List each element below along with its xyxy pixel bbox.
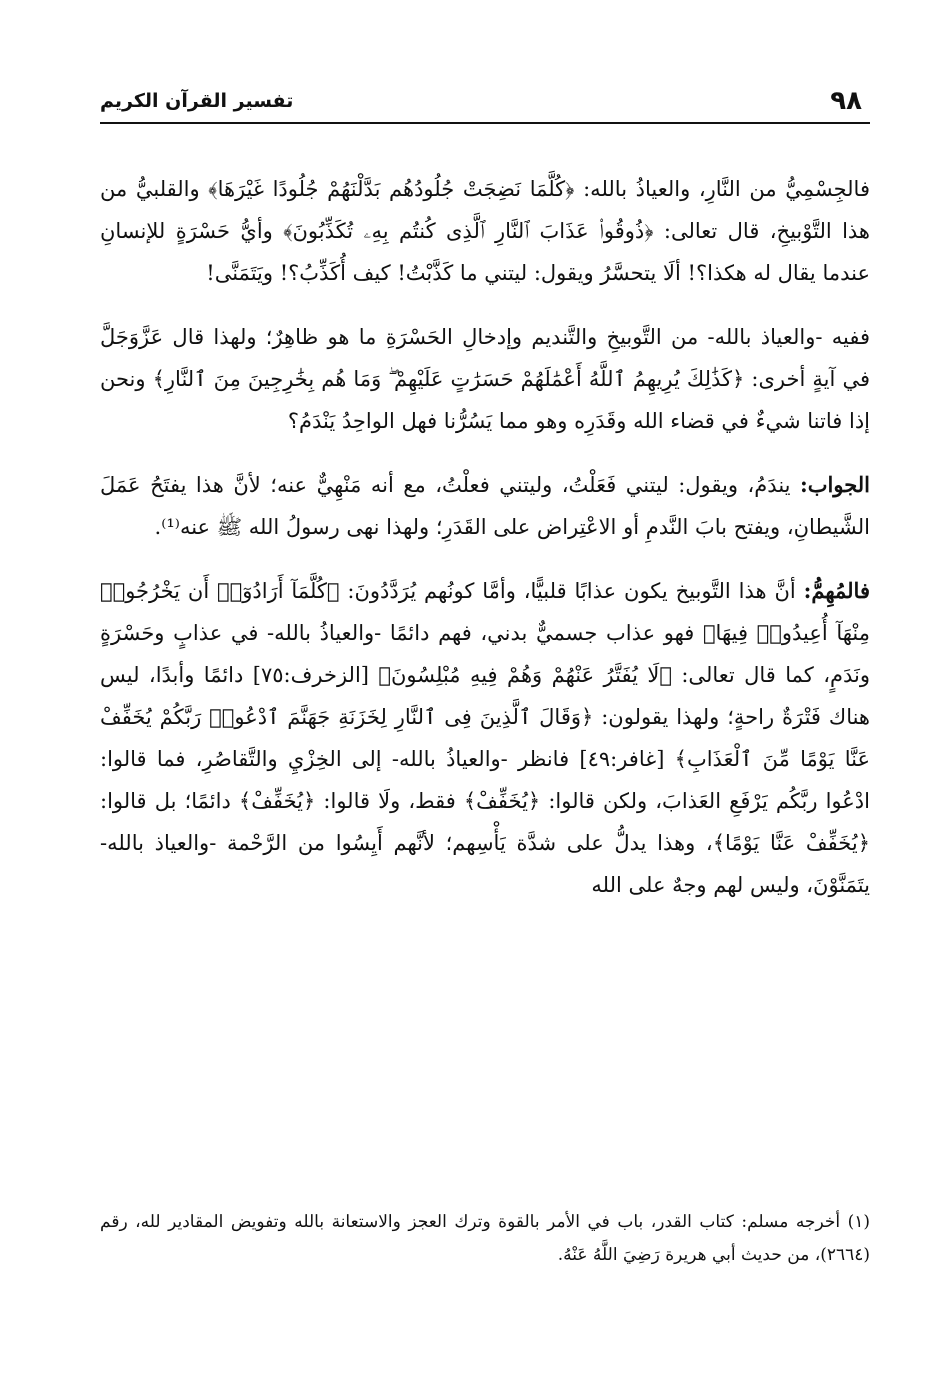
paragraph [100, 570, 870, 906]
paragraph [100, 316, 870, 442]
page-header [100, 86, 870, 124]
footnote: (١) أخرجه مسلم: كتاب القدر، باب في الأمر بالقوة وترك العجز والاستعانة بالله وتفويض المقادير لله، رقم (٢٦٦٤)، من حديث أبي هريرة رَضِيَ اللَّهُ عَنْهُ. [100, 1212, 870, 1265]
paragraph-text: فالجِسْمِيُّ من النَّارِ، والعياذُ بالله: ﴿كُلَّمَا نَضِجَتْ جُلُودُهُم بَدَّلْنَهُمْ جُلُودًا غَيْرَهَا﴾ والقلبيُّ من هذا التَّوْبيخِ، قال تعالى: ﴿ذُوقُوا۟ عَذَابَ ٱلنَّارِ ٱلَّذِى كُنتُم بِهِۦ تُكَذِّبُونَ﴾ وأيُّ حَسْرَةٍ للإنسانِ عندما يقال له هكذا؟! ألَا يتحسَّرُ ويقول: ليتني ما كَذَّبْتُ! كيف أُكَذِّبُ؟! ويَتَمَنَّى! [100, 177, 870, 285]
paragraph-text: ففيه -والعياذ بالله- من التَّوبيخِ والتَّنديم وإدخالِ الحَسْرَةِ ما هو ظاهِرٌ؛ ولهذا قال عَزَّوَجَلَّ في آيةٍ أخرى: ﴿كَذَٰلِكَ يُرِيهِمُ ٱللَّهُ أَعْمَٰلَهُمْ حَسَرَٰتٍ عَلَيْهِمْ ۖ وَمَا هُم بِخَٰرِجِينَ مِنَ ٱلنَّارِ﴾ ونحن إذا فاتنا شيءٌ في قضاء الله وقَدَرِه وهو مما يَسُرُّنا فهل الواحِدُ يَنْدَمُ؟ [100, 325, 870, 433]
paragraph [100, 168, 870, 294]
paragraph-lead: الجواب: [800, 472, 870, 497]
paragraph-text: يندَمُ، ويقول: ليتني فَعَلْتُ، وليتني فعلْتُ، مع أنه مَنْهِيٌّ عنه؛ لأنَّ هذا يفتَحُ عَمَلَ الشَّيطانِ، ويفتح بابَ النَّدمِ أو الاعْتِراض على القَدَرِ؛ ولهذا نهى رسولُ الله ﷺ عنه⁽¹⁾. [100, 473, 870, 539]
page-number: ٩٨ [830, 86, 862, 116]
paragraph [100, 464, 870, 548]
paragraph-lead: فالمُهِمُّ: [803, 578, 870, 603]
book-title: تفسير القرآن الكريم [100, 90, 294, 112]
paragraph-text: أنَّ هذا التَّوبيخ يكون عذابًا قلبيًّا، وأمَّا كونُهم يُرَدَّدُونَ: ﴿كُلَّمَآ أَرَادُوٓا۟ أَن يَخْرُجُوا۟ مِنْهَآ أُعِيدُوا۟ فِيهَا﴾ فهو عذاب جسميٌّ بدني، فهم دائمًا -والعياذُ بالله- في عذابٍ وحَسْرَةٍ ونَدَمٍ، كما قال تعالى: ﴿لَا يُفَتَّرُ عَنْهُمْ وَهُمْ فِيهِ مُبْلِسُونَ﴾ [الزخرف:٧٥] دائمًا وأبدًا، ليس هناك فَتْرَةٌ راحةٍ؛ ولهذا يقولون: ﴿وَقَالَ ٱلَّذِينَ فِى ٱلنَّارِ لِخَزَنَةِ جَهَنَّمَ ٱدْعُوا۟ رَبَّكُمْ يُخَفِّفْ عَنَّا يَوْمًا مِّنَ ٱلْعَذَابِ﴾ [غافر:٤٩] فانظر -والعياذُ بالله- إلى الخِزْيِ والتَّقاصُرِ، فما قالوا: ادْعُوا ربَّكُم يَرْفَعِ العَذابَ، ولكن قالوا: ﴿يُخَفِّفْ﴾ فقط، ولَا قالوا: ﴿يُخَفِّفْ﴾ دائمًا؛ بل قالوا: ﴿يُخَفِّفْ عَنَّا يَوْمًا﴾، وهذا يدلُّ على شدَّة يَأْسِهم؛ لأنَّهم أَيِسُوا من الرَّحْمة -والعياذ بالله- يتَمَنَّوْنَ، وليس لهم وجهٌ على الله [100, 579, 870, 897]
main-text [100, 168, 870, 928]
